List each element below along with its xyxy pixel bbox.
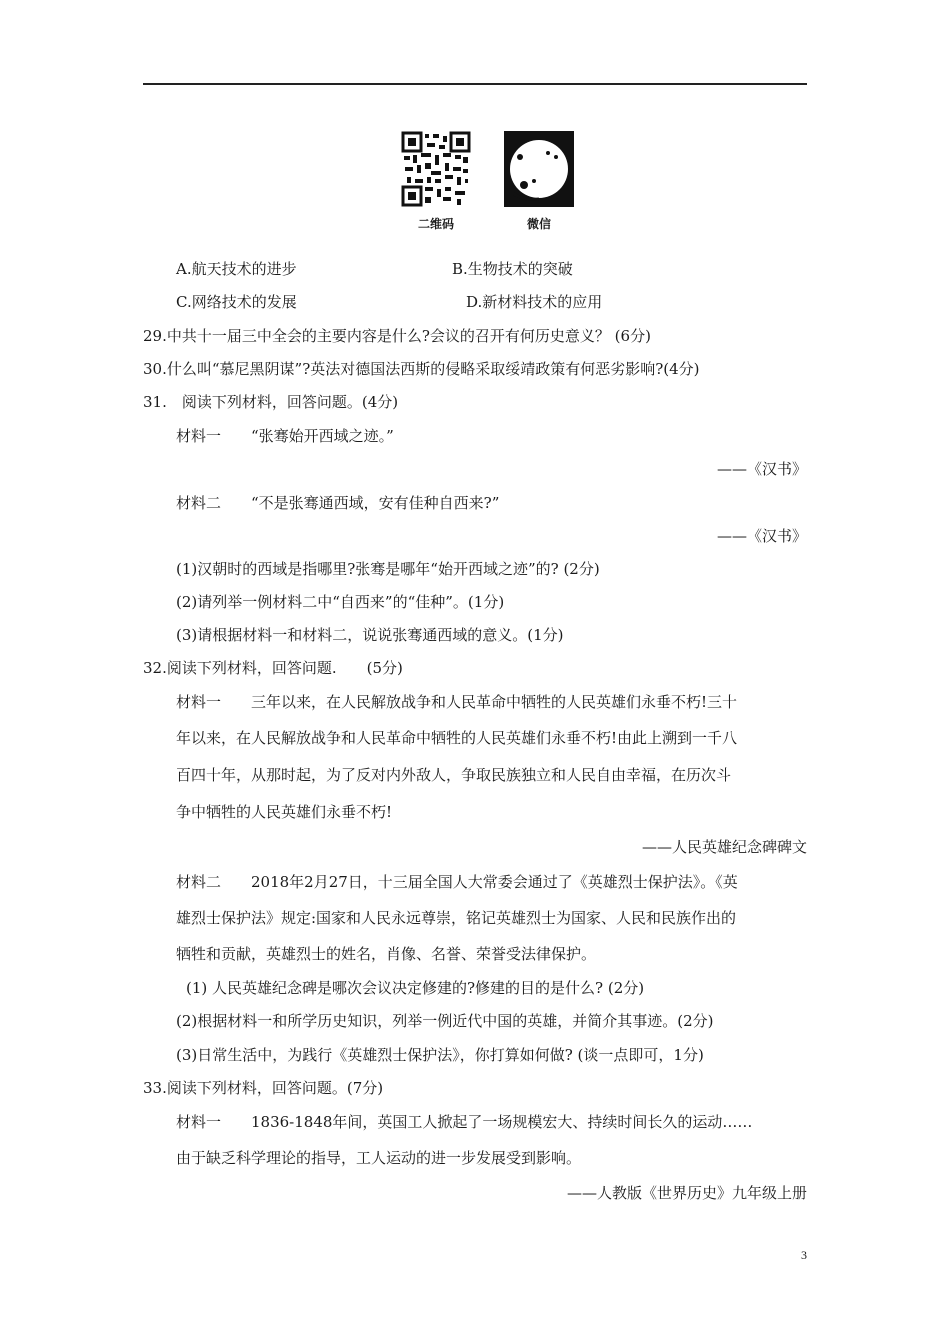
q32-material-2-line-2: 雄烈士保护法》规定:国家和人民永远尊崇，铭记英雄烈士为国家、人民和民族作出的 [176,909,737,927]
question-30: 30.什么叫“慕尼黑阴谋”?英法对德国法西斯的侵略采取绥靖政策有何恶劣影响?(4分) [143,360,700,378]
q32-sub-3: (3)日常生活中，为践行《英雄烈士保护法》，你打算如何做? (谈一点即可，1分) [176,1046,704,1064]
option-b: B.生物技术的突破 [452,260,573,278]
wechat-icon [504,131,574,207]
q33-material-1-line-2: 由于缺乏科学理论的指导，工人运动的进一步发展受到影响。 [176,1149,582,1167]
q31-sub-2: (2)请列举一例材料二中“自西来”的“佳种”。(1分) [176,593,505,611]
q32-material-1-line-3: 百四十年，从那时起，为了反对内外敌人，争取民族独立和人民自由幸福，在历次斗 [176,766,732,784]
q31-material-1: 材料一 “张骞始开西域之迹。” [176,427,394,445]
option-a: A.航天技术的进步 [176,260,297,278]
q31-sub-3: (3)请根据材料一和材料二，说说张骞通西域的意义。(1分) [176,626,564,644]
question-29: 29.中共十一届三中全会的主要内容是什么?会议的召开有何历史意义？ (6分) [143,327,651,345]
wechat-figure [500,131,578,232]
q32-material-2-line-1: 材料二 2018年2月27日，十三届全国人大常委会通过了《英雄烈士保护法》。《英 [176,873,738,891]
q32-sub-2: (2)根据材料一和所学历史知识，列举一例近代中国的英雄，并简介其事迹。(2分) [176,1012,714,1030]
q32-material-2-line-3: 牺牲和贡献，英雄烈士的姓名，肖像、名誉、荣誉受法律保护。 [176,945,597,963]
q33-material-1-source: ——人教版《世界历史》九年级上册 [566,1184,807,1202]
qr-code-figure [397,131,475,232]
q31-material-1-source: ——《汉书》 [716,460,807,478]
q31-material-2-source: ——《汉书》 [716,527,807,545]
q31-sub-1: (1)汉朝时的西域是指哪里?张骞是哪年“始开西域之迹”的? (2分) [176,560,600,578]
option-c: C.网络技术的发展 [176,293,297,311]
option-d: D.新材料技术的应用 [466,293,603,311]
question-33-title: 33.阅读下列材料，回答问题。(7分) [143,1079,384,1097]
wechat-caption: 微信 [526,217,551,231]
q31-material-2: 材料二 “不是张骞通西域，安有佳种自西来?” [176,494,500,512]
page-number: 3 [801,1248,807,1262]
q33-material-1-line-1: 材料一 1836-1848年间，英国工人掀起了一场规模宏大、持续时间长久的运动…… [176,1113,753,1131]
q32-material-1-source: ——人民英雄纪念碑碑文 [641,838,807,856]
header-rule [143,83,807,85]
qr-code-caption: 二维码 [417,217,454,231]
q32-material-1-line-1: 材料一 三年以来，在人民解放战争和人民革命中牺牲的人民英雄们永垂不朽!三十 [176,693,738,711]
question-31-title: 31. 阅读下列材料，回答问题。(4分) [143,393,399,411]
q32-material-1-line-4: 争中牺牲的人民英雄们永垂不朽! [176,803,393,821]
q32-material-1-line-2: 年以来，在人民解放战争和人民革命中牺牲的人民英雄们永垂不朽!由此上溯到一千八 [176,729,738,747]
q32-sub-1: (1) 人民英雄纪念碑是哪次会议决定修建的?修建的目的是什么? (2分) [186,979,645,997]
qr-code-icon [401,131,471,207]
question-32-title: 32.阅读下列材料，回答问题. (5分) [143,659,403,677]
